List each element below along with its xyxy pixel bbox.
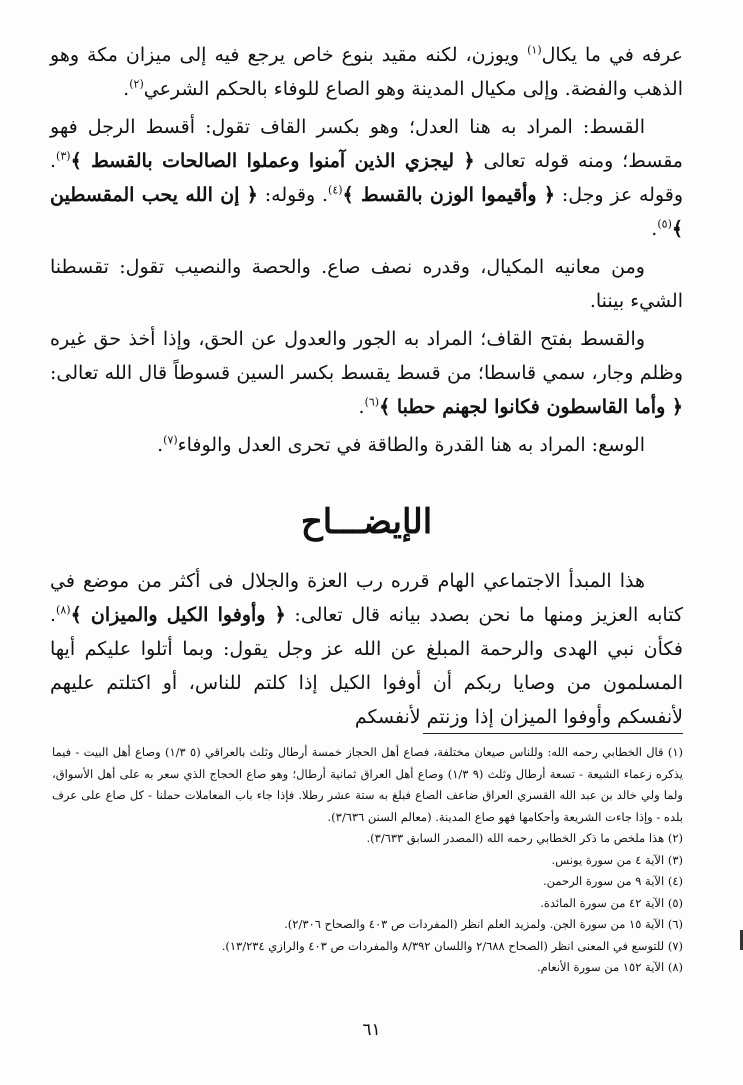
footnote-7: (٧) للتوسع في المعنى انظر (الصحاح ٢/٦٨٨ واللسان ٨/٣٩٢ والمفردات ص ٤٠٣ والرازي ١٣/٢٣٤). xyxy=(221,938,683,953)
footnote-ref-6[interactable]: (٦) xyxy=(364,395,380,409)
footnote-4: (٤) الآية ٩ من سورة الرحمن. xyxy=(542,874,683,888)
paragraph-1-text-b: ويوزن، لكنه مقيد بنوع خاص يرجع فيه إلى ميزان مكة وهو الذهب والفضة. وإلى مكيال المدينة وهو الصاع للوفاء بالحكم الشرعي xyxy=(50,44,683,100)
paragraph-qast xyxy=(50,322,683,424)
footnote-3: (٣) الآية ٤ من سورة يونس. xyxy=(551,852,683,867)
term-wus: الوسع xyxy=(598,434,645,456)
term-qist: القسط xyxy=(589,116,645,138)
quran-verse-3: ﴿ إن الله يحب المقسطين ﴾ xyxy=(50,184,683,240)
paragraph-wus-text-b: . xyxy=(157,434,164,456)
footnote-ref-3[interactable]: (٣) xyxy=(56,149,71,163)
footnotes xyxy=(52,742,683,979)
quran-verse-5: ﴿ وأوفوا الكيل والميزان ﴾ xyxy=(70,604,286,626)
paragraph-explanation xyxy=(50,564,683,734)
footnote-ref-4[interactable]: (٤) xyxy=(328,183,343,197)
quran-verse-4: ﴿ وأما القاسطون فكانوا لجهنم حطبا ﴾ xyxy=(379,396,683,418)
footnote-ref-2[interactable]: (٢) xyxy=(129,77,144,91)
footnote-ref-8[interactable]: (٨) xyxy=(56,603,71,617)
footnote-ref-1[interactable]: (١) xyxy=(527,43,542,57)
page-number: ٦١ xyxy=(362,1020,381,1040)
quran-verse-2: ﴿ وأقيموا الوزن بالقسط ﴾ xyxy=(342,184,556,206)
footnote-6: (٦) الآية ١٥ من سورة الجن. ولمزيد العلم انظر (المفردات ص ٤٠٣ والصحاح ٢/٣٠٦). xyxy=(284,917,683,931)
paragraph-qast-text-b: . xyxy=(358,396,365,418)
footnote-ref-7[interactable]: (٧) xyxy=(163,433,178,447)
paragraph-1-text: عرفه في ما يكال xyxy=(541,44,683,66)
footnote-1: (١) قال الخطابي رحمه الله: وللناس صيعان مختلفة، فصاع أهل الحجاز خمسة أرطال وثلث بالعراقي (٥ ١/٣) وصاع أهل البيت - فيما يذكره زعماء الشيعة - تسعة أرطال وثلث (٩ ١/٣) وصاع أهل العراق ثمانية أرطال؛ وهو صاع الحجاج الذي سعر به على أهل الأسواق، ولما ولي خالد بن عبد الله القسري العراق ضاعف الصاع فبلغ به ستة عشر رطلا. فإذا جاء باب المعاملات حملنا - كل صاع على عرف بلده - وإذا جاءت الشريعة وأحكامها فهو صاع المدينة. (معالم السنن ٣/٦٣٦). xyxy=(52,745,684,824)
paragraph-meanings: ومن معانيه المكيال، وقدره نصف صاع. والحصة والنصيب تقول: تقسطنا الشيء بيننا. xyxy=(50,256,683,312)
footnote-2: (٢) هذا ملخص ما ذكر الخطابي رحمه الله (المصدر السابق ٣/٦٣٣). xyxy=(366,831,683,845)
footnote-5: (٥) الآية ٤٢ من سورة المائدة. xyxy=(540,895,683,910)
paragraph-qist-text: : المراد به هنا العدل؛ وهو بكسر القاف تقول: أقسط الرجل فهو مقسط؛ ومنه قوله تعالى xyxy=(50,116,683,172)
paragraph-explanation-text-b: . فكأن نبي الهدى والرحمة المبلغ عن الله عز وجل يقول: وبما أتلوا عليكم أيها المسلمون من وصايا ربكم أن أوفوا الكيل إذا كلتم للناس، أو اكتلتم عليهم لأنفسكم وأوفوا الميزان إذا وزنتم لأنفسكم xyxy=(50,604,683,728)
section-heading: الإيضـــاح xyxy=(300,502,433,542)
paragraph-qast-text: والقسط بفتح القاف؛ المراد به الجور والعدول عن الحق، وإذا أخذ حق غيره وظلم وجار، سمي قاسطا؛ من قسط يقسط بكسر السين قسوطاً قال الله تعالى: xyxy=(50,328,683,384)
footnote-divider xyxy=(423,733,683,734)
paragraph-qist-text-c: . وقوله: xyxy=(257,184,329,206)
paragraph-qist xyxy=(50,110,683,246)
quran-verse-1: ﴿ ليجزي الذين آمنوا وعملوا الصالحات بالقسط ﴾ xyxy=(70,150,475,172)
paragraph-wus xyxy=(50,428,683,462)
paragraph-explanation-text: هذا المبدأ الاجتماعي الهام قرره رب العزة والجلال فى أكثر من موضع في كتابه العزيز ومنها ما نحن بصدد بيانه قال تعالى: xyxy=(50,570,683,626)
paragraph-wus-text: : المراد به هنا القدرة والطاقة في تحرى العدل والوفاء xyxy=(177,434,599,456)
paragraph-qist-text-d: . xyxy=(651,218,658,240)
footnote-8: (٨) الآية ١٥٢ من سورة الأنعام. xyxy=(537,960,683,974)
paragraph-1-text-c: . xyxy=(123,78,130,100)
footnote-ref-5[interactable]: (٥) xyxy=(657,217,672,231)
paragraph-qist-text-b: . وقوله عز وجل: xyxy=(50,150,683,206)
paragraph-1 xyxy=(50,38,683,106)
